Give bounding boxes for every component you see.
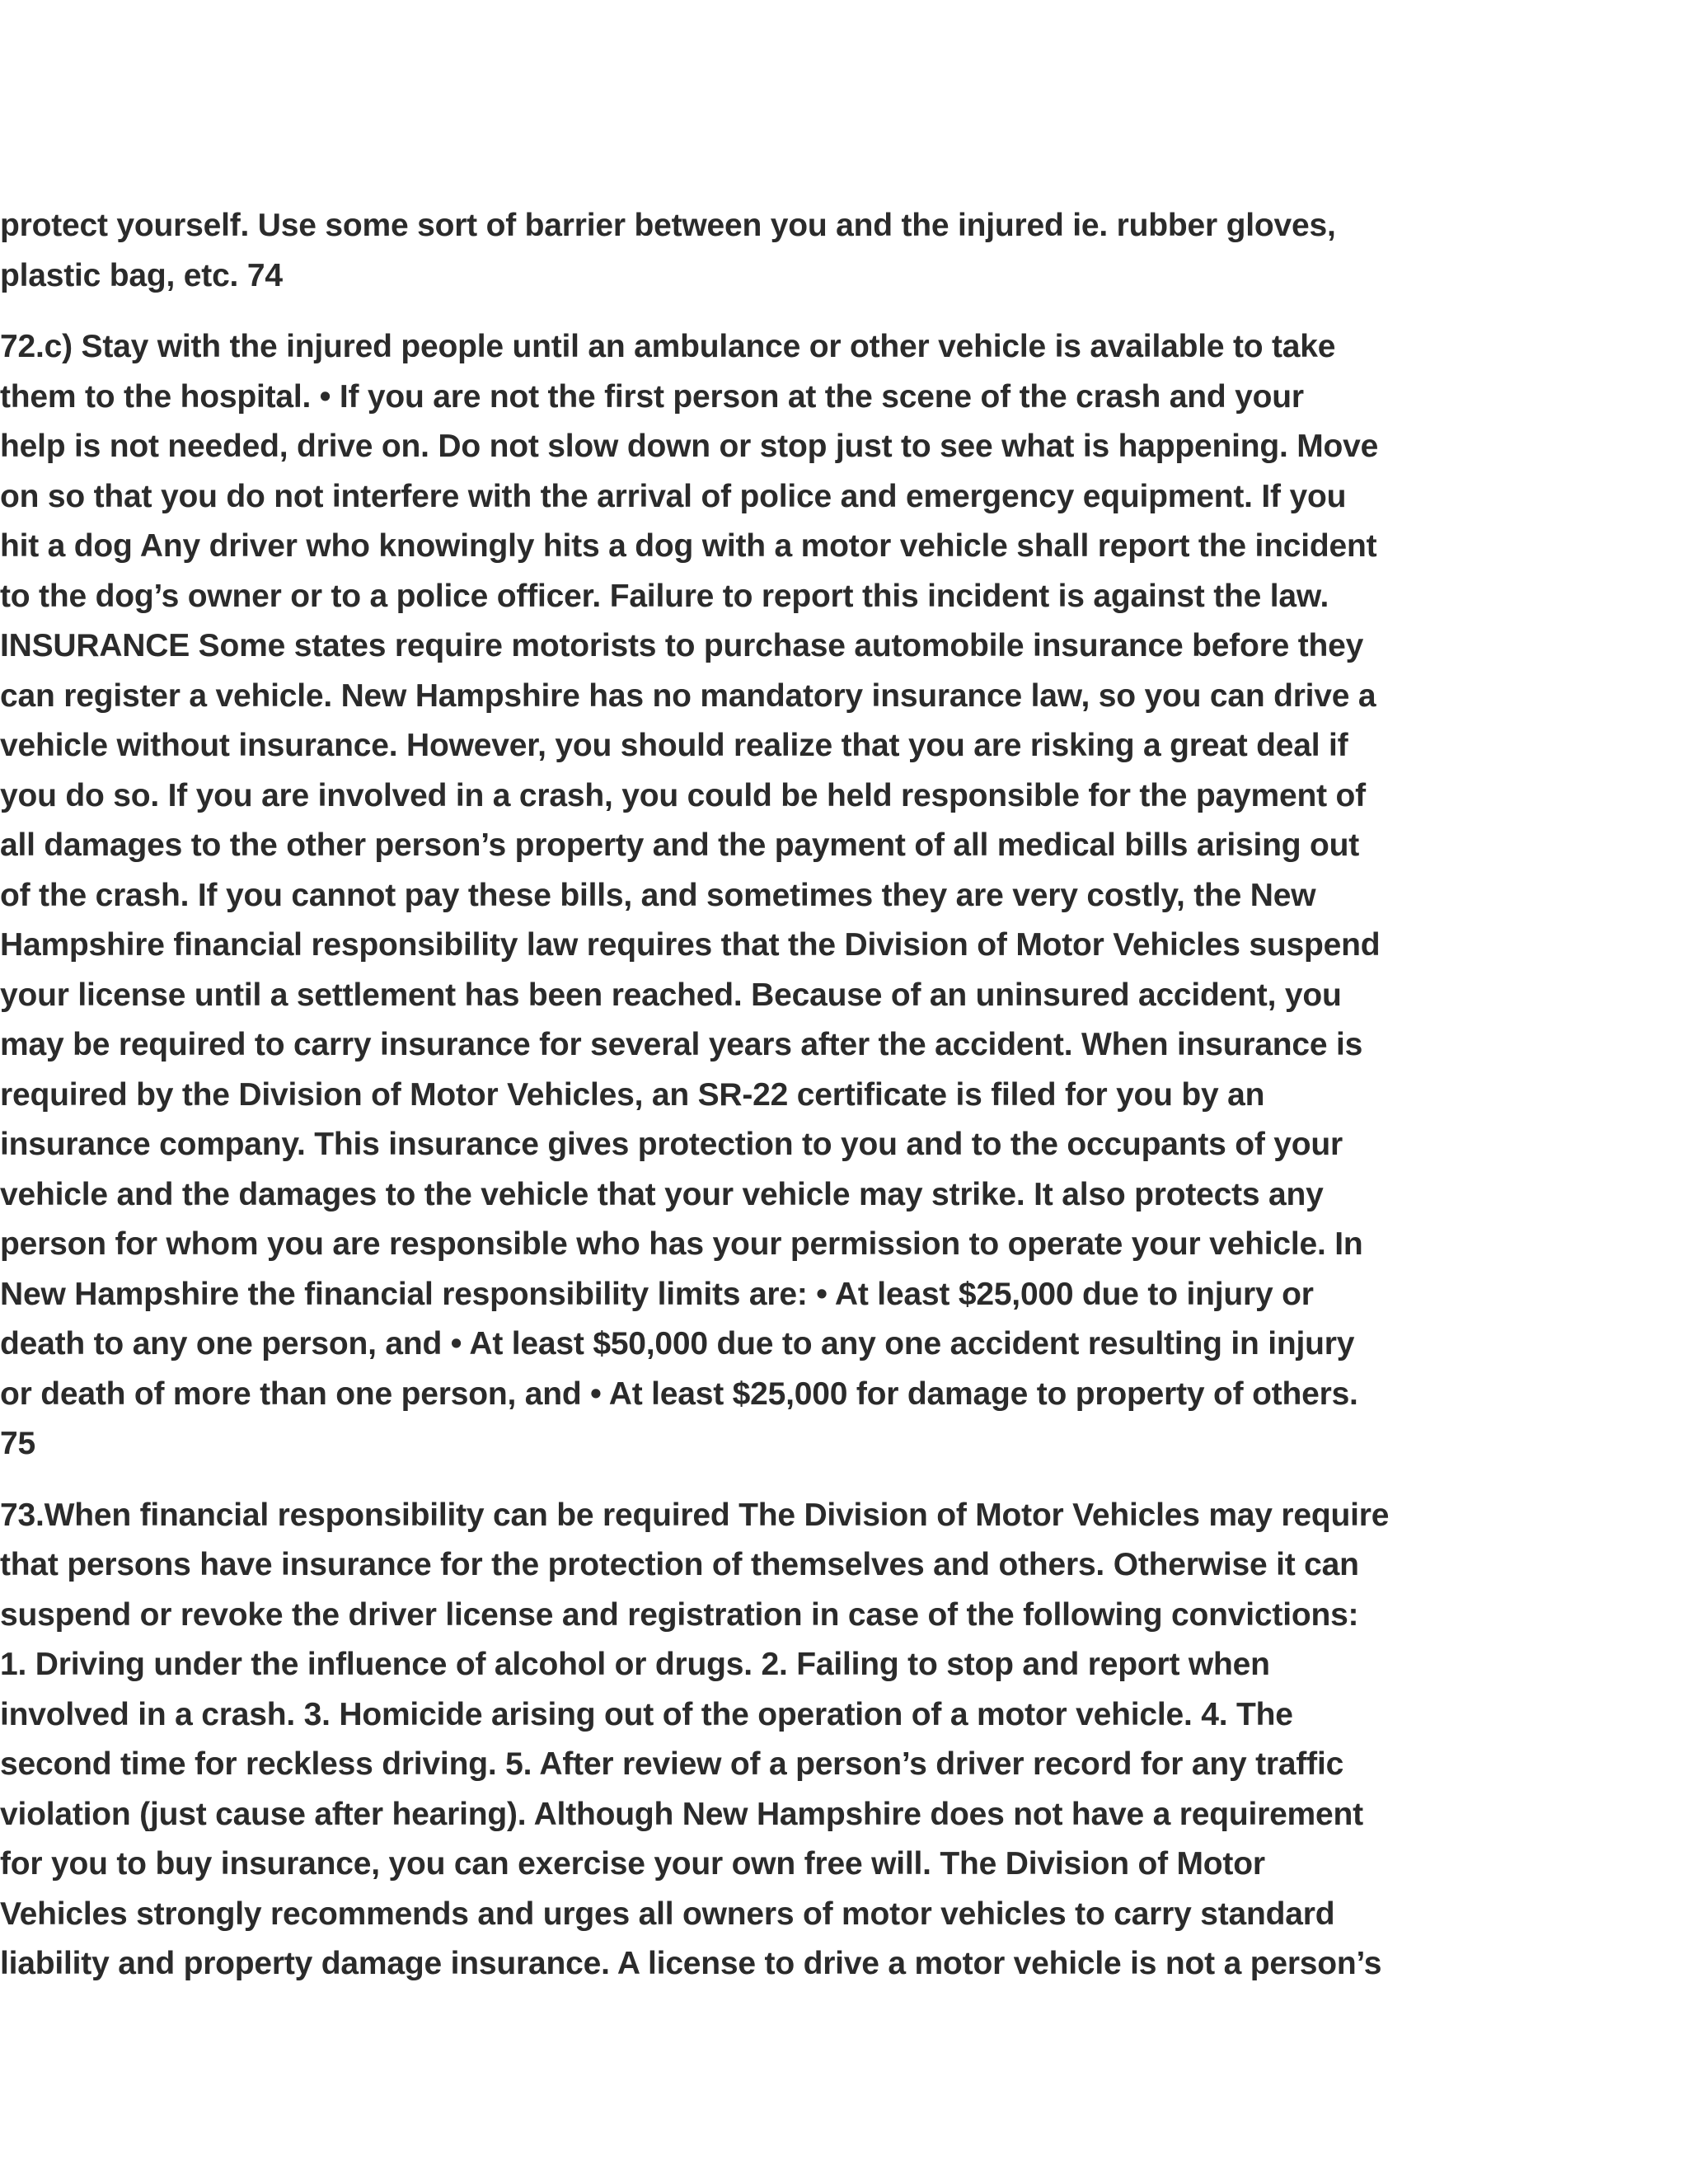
paragraph-continuation [0,201,1451,301]
text-line: Hampshire financial responsibility law requires that the Division of Motor Vehicles suspend [0,927,1381,963]
text-line: 73.When financial responsibility can be required The Division of Motor Vehicles may require [0,1497,1390,1533]
text-line: that persons have insurance for the protection of themselves and others. Otherwise it can [0,1547,1359,1582]
text-line: second time for reckless driving. 5. After review of a person’s driver record for any traffic [0,1746,1344,1782]
text-line: on so that you do not interfere with the arrival of police and emergency equipment. If you [0,478,1347,514]
text-line: vehicle without insurance. However, you should realize that you are risking a great deal if [0,728,1348,763]
text-line: hit a dog Any driver who knowingly hits a dog with a motor vehicle shall report the incident [0,528,1377,564]
text-line: 72.c) Stay with the injured people until an ambulance or other vehicle is available to take [0,329,1336,364]
text-line: death to any one person, and • At least $50,000 due to any one accident resulting in injury [0,1326,1355,1361]
text-line: insurance company. This insurance gives protection to you and to the occupants of your [0,1127,1343,1162]
text-line: help is not needed, drive on. Do not slow down or stop just to see what is happening. Move [0,429,1379,464]
paragraph-73-financial-responsibility [0,1491,1451,1990]
text-line: INSURANCE Some states require motorists to purchase automobile insurance before they [0,628,1364,663]
text-line: or death of more than one person, and • At least $25,000 for damage to property of others. [0,1376,1358,1412]
text-line: of the crash. If you cannot pay these bills, and sometimes they are very costly, the New [0,877,1316,913]
text-line: suspend or revoke the driver license and registration in case of the following convictions: [0,1596,1359,1633]
text-line: them to the hospital. • If you are not the first person at the scene of the crash and your [0,378,1304,415]
text-line: New Hampshire the financial responsibility limits are: • At least $25,000 due to injury or [0,1276,1314,1312]
page-number: 75 [0,1426,35,1461]
text-line: plastic bag, etc. 74 [0,257,283,293]
document-page [0,201,1451,2011]
text-line: your license until a settlement has been reached. Because of an uninsured accident, you [0,977,1342,1013]
text-line: Vehicles strongly recommends and urges all owners of motor vehicles to carry standard [0,1896,1335,1932]
text-line: protect yourself. Use some sort of barrier between you and the injured ie. rubber gloves, [0,208,1336,243]
text-line: involved in a crash. 3. Homicide arising out of the operation of a motor vehicle. 4. The [0,1696,1293,1732]
text-line: to the dog’s owner or to a police officer. Failure to report this incident is against the law. [0,578,1329,614]
text-line: can register a vehicle. New Hampshire has no mandatory insurance law, so you can drive a [0,677,1376,714]
text-line: all damages to the other person’s property and the payment of all medical bills arising out [0,827,1360,863]
text-line: liability and property damage insurance. A license to drive a motor vehicle is not a person’s [0,1946,1382,1981]
text-line: person for whom you are responsible who has your permission to operate your vehicle. In [0,1226,1363,1262]
text-line: 1. Driving under the influence of alcohol or drugs. 2. Failing to stop and report when [0,1647,1270,1682]
text-line: for you to buy insurance, you can exercise your own free will. The Division of Motor [0,1846,1265,1882]
text-line: violation (just cause after hearing). Although New Hampshire does not have a requirement [0,1796,1363,1832]
paragraph-72c-insurance [0,322,1451,1469]
text-line: may be required to carry insurance for several years after the accident. When insurance is [0,1027,1363,1062]
text-line: vehicle and the damages to the vehicle that your vehicle may strike. It also protects any [0,1176,1324,1212]
text-line: required by the Division of Motor Vehicles, an SR-22 certificate is filed for you by an [0,1076,1265,1113]
text-line: you do so. If you are involved in a crash, you could be held responsible for the payment of [0,777,1366,813]
